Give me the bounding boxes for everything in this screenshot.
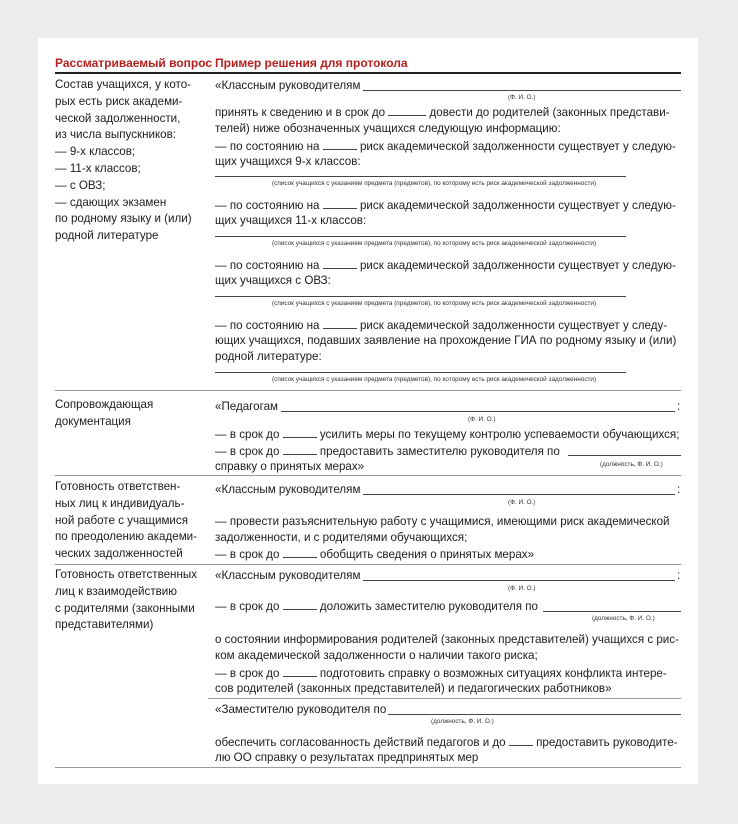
row4-position-caption: (должность, Ф. И. О.) (592, 615, 655, 622)
row3-fio-caption: (Ф. И. О.) (508, 499, 536, 506)
row2-deadline-field-2[interactable] (283, 443, 317, 455)
row1-date-field-11[interactable] (323, 197, 357, 209)
row4-ensure: обеспечить согласованность действий педагогов и до предоставить руководите- (215, 736, 678, 749)
row1-fio-caption: (Ф. И. О.) (508, 94, 536, 101)
row1-group-11: щих учащихся 11-х классов: (215, 214, 367, 227)
row3-addressee: «Классным руководителям (215, 483, 361, 496)
row1-gia-line3: родной литературе: (215, 350, 322, 363)
row1-status-gia: — по состоянию на риск академической задолженности существует у следу- (215, 319, 668, 332)
row4-deputy-field[interactable] (388, 714, 681, 715)
row-divider-2 (55, 475, 681, 476)
row1-gia-line2: ющих учащихся, подавших заявление на прохождение ГИА по родному языку и (или) (215, 334, 677, 347)
row4-inner-divider (208, 698, 681, 699)
row1-list-field-9[interactable] (215, 176, 626, 177)
row1-status-9: — по состоянию на риск академической задолженности существует у следую- (215, 140, 676, 153)
row4-deadline-field-3[interactable] (509, 734, 533, 746)
row1-status-ovz: — по состоянию на риск академической задолженности существует у следую- (215, 259, 676, 272)
row2-action2-line2: справку о принятых мерах» (215, 460, 365, 473)
row4-deputy-caption: (должность, Ф. И. О.) (431, 718, 494, 725)
row4-deputy: «Заместителю руководителя по (215, 703, 387, 716)
row2-addressee: «Педагогам (215, 400, 279, 413)
row4-info-line2: ком академической задолженности о наличии такого риска; (215, 649, 538, 662)
row3-summary: — в срок до обобщить сведения о принятых мерах» (215, 548, 535, 561)
row1-list-caption-ovz: (список учащихся с указанием предмета (предметов), по которому есть риск академической задолженности) (272, 300, 597, 307)
row4-prepare-line2: сов родителей (законных представителей) и педагогических работников» (215, 682, 612, 695)
row-divider-1 (55, 390, 681, 391)
row1-deadline-field[interactable] (388, 104, 426, 116)
row2-addressee-field[interactable] (281, 411, 675, 412)
row1-addressee: «Классным руководителям (215, 79, 361, 92)
row1-accept-line: принять к сведению и в срок до довести до родителей (законных представи- (215, 106, 670, 119)
row4-addressee-field[interactable] (363, 580, 675, 581)
row4-addressee: «Классным руководителям (215, 569, 361, 582)
row2-position-field[interactable] (568, 455, 681, 456)
row2-question: Сопровождающая документация (55, 398, 154, 428)
row4-deadline-field-1[interactable] (283, 598, 317, 610)
row1-question: Состав учащихся, у кото- рых есть риск академи- ческой задолженности, из числа выпускников: — 9-х классов; — 11-х классов; — с ОВЗ; — сдающих экзамен по родному языку и (или) родной литературе (55, 78, 192, 243)
row1-list-caption-gia: (список учащихся с указанием предмета (предметов), по которому есть риск академической задолженности) (272, 376, 597, 383)
row4-question: Готовность ответственных лиц к взаимодействию с родителями (законными представителями) (55, 568, 197, 632)
row1-group-9: щих учащихся 9-х классов: (215, 155, 361, 168)
row1-group-ovz: щих учащихся с ОВЗ: (215, 274, 331, 287)
row3-colon: : (677, 483, 681, 496)
row1-list-caption-11: (список учащихся с указанием предмета (предметов), по которому есть риск академической задолженности) (272, 240, 597, 247)
row2-fio-caption: (Ф. И. О.) (468, 416, 496, 423)
row1-accept-line2: телей) ниже обозначенных учащихся следующую информацию: (215, 122, 561, 135)
row3-question: Готовность ответствен- ных лиц к индивидуаль- ной работе с учащимися по преодолению академи- ческих задолженностей (55, 480, 198, 561)
column-header-example: Пример решения для протокола (215, 56, 408, 70)
row3-addressee-field[interactable] (363, 494, 675, 495)
document-page (38, 38, 698, 784)
row3-deadline-field[interactable] (283, 546, 317, 558)
row1-list-field-gia[interactable] (215, 372, 626, 373)
row1-list-field-ovz[interactable] (215, 296, 626, 297)
row-divider-4 (55, 767, 681, 768)
row4-deadline-field-2[interactable] (283, 665, 317, 677)
row2-action2: — в срок до предоставить заместителю руководителя по (215, 445, 560, 458)
row1-date-field-9[interactable] (323, 138, 357, 150)
row-divider-3 (55, 564, 681, 565)
row4-colon: : (677, 569, 681, 582)
header-rule (55, 72, 681, 74)
row1-list-caption-9: (список учащихся с указанием предмета (предметов), по которому есть риск академической задолженности) (272, 180, 597, 187)
row3-line2: задолженности, и с родителями обучающихся; (215, 531, 468, 544)
row4-fio-caption: (Ф. И. О.) (508, 585, 536, 592)
column-header-question: Рассматриваемый вопрос (55, 56, 213, 70)
row2-position-caption: (должность, Ф. И. О.) (600, 461, 663, 468)
row3-line1: — провести разъяснительную работу с учащимися, имеющими риск академической (215, 515, 670, 528)
row2-action1: — в срок до усилить меры по текущему контролю успеваемости обучающихся; (215, 428, 680, 441)
row1-date-field-ovz[interactable] (323, 257, 357, 269)
row4-position-field[interactable] (543, 611, 681, 612)
row1-addressee-field[interactable] (363, 90, 681, 91)
row1-date-field-gia[interactable] (323, 317, 357, 329)
row1-status-11: — по состоянию на риск академической задолженности существует у следую- (215, 199, 676, 212)
row4-prepare: — в срок до подготовить справку о возможных ситуациях конфликта интере- (215, 667, 667, 680)
row2-deadline-field-1[interactable] (283, 426, 317, 438)
row4-ensure-line2: лю ОО справку о результатах предпринятых мер (215, 751, 479, 764)
row4-report: — в срок до доложить заместителю руководителя по (215, 600, 538, 613)
row4-info-line1: о состоянии информирования родителей (законных представителей) учащихся с рис- (215, 633, 679, 646)
row1-list-field-11[interactable] (215, 236, 626, 237)
row2-colon: : (677, 400, 681, 413)
